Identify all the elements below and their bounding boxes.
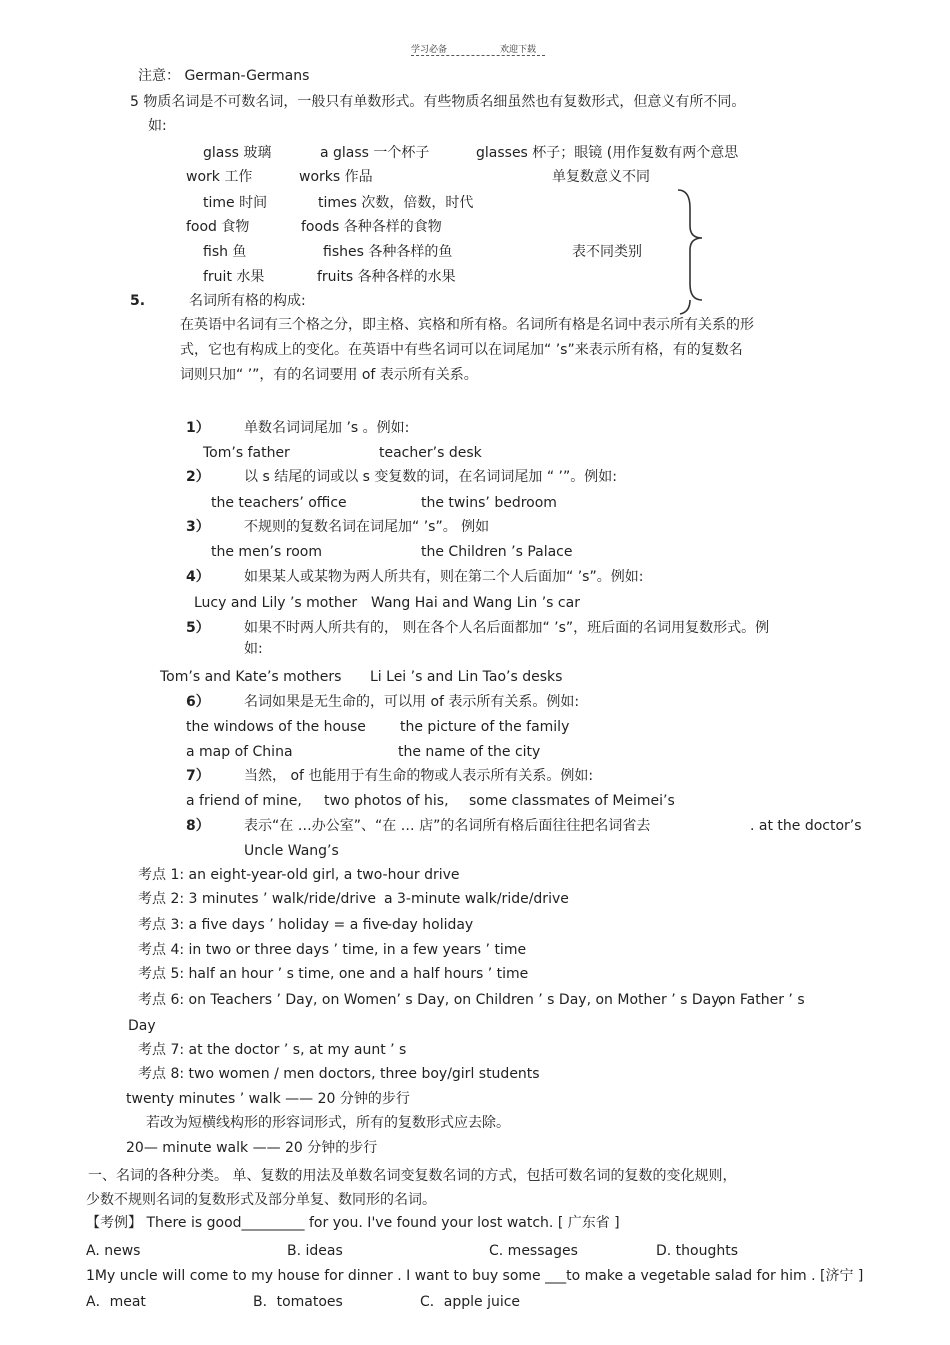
key-point: 考点 1: an eight-year-old girl, a two-hour drive — [138, 867, 460, 883]
rule-example: Li Lei ’s and Lin Tao’s desks — [370, 669, 563, 685]
material-word: time 时间 — [203, 195, 268, 211]
rule-example: teacher’s desk — [379, 445, 482, 461]
key-point-alt: a 3-minute walk/ride/drive — [384, 891, 569, 907]
material-word: fruit 水果 — [203, 269, 265, 285]
example-line: 若改为短横线构形的形容词形式，所有的复数形式应去除。 — [146, 1115, 510, 1131]
section5-title: 5 物质名词是不可数名词，一般只有单数形式。有些物质名细虽然也有复数形式，但意义有所不同。 — [130, 94, 746, 110]
rule-example: the picture of the family — [400, 719, 570, 735]
question-1: 1My uncle will come to my house for dinner . I want to buy some ___to make a vegetable salad for him . [济宁 ] — [86, 1268, 864, 1284]
rule-example: the name of the city — [398, 744, 541, 760]
rule-text: 不规则的复数名词在词尾加“ ’s”。 例如 — [244, 519, 490, 535]
rule-number: 4） — [186, 569, 210, 585]
possessive-para: 式，它也有构成上的变化。在英语中有些名词可以在词尾加“ ’s”来表示所有格，有的复数名 — [180, 342, 743, 358]
rule-example: the men’s room — [211, 544, 322, 560]
rule-example: the Children ’s Palace — [421, 544, 573, 560]
material-word: food 食物 — [186, 219, 250, 235]
header-divider — [411, 55, 545, 56]
key-point-alt: on Father ’ s — [718, 992, 805, 1008]
material-note: 表不同类别 — [572, 244, 642, 260]
rule-number: 6） — [186, 694, 210, 710]
material-word: fruits 各种各样的水果 — [317, 269, 456, 285]
rule-text: 以 s 结尾的词或以 s 变复数的词，在名词词尾加 “ ’”。例如: — [244, 469, 617, 485]
rule-number: 5） — [186, 620, 210, 636]
option-a: A. news — [86, 1243, 141, 1259]
rule-text: 如果某人或某物为两人所共有，则在第二个人后面加“ ’s”。例如: — [244, 569, 644, 585]
rule-example: the twins’ bedroom — [421, 495, 557, 511]
rule-example: the teachers’ office — [211, 495, 347, 511]
rule-example: Tom’s father — [203, 445, 290, 461]
option-c: C．apple juice — [420, 1294, 521, 1310]
rule-example: some classmates of Meimei’s — [469, 793, 675, 809]
key-point-alt: -day holiday — [387, 917, 474, 933]
possessive-number: 5. — [130, 293, 146, 309]
rule-example: two photos of his, — [324, 793, 449, 809]
key-point: 考点 7: at the doctor ’ s, at my aunt ’ s — [138, 1042, 407, 1058]
example-line: twenty minutes ’ walk —— 20 分钟的步行 — [126, 1091, 410, 1107]
material-word: glasses 杯子；眼镜 (用作复数有两个意思 — [476, 145, 739, 161]
material-word: work 工作 — [186, 169, 253, 185]
rule-text: Uncle Wang’s — [244, 843, 339, 859]
rule-text: . at the doctor’s — [750, 818, 862, 834]
material-word: times 次数，倍数，时代 — [318, 195, 474, 211]
key-point: 考点 3: a five days ’ holiday = a five — [138, 917, 389, 933]
option-c: C. messages — [489, 1243, 578, 1259]
section1-title: 少数不规则名词的复数形式及部分单复、数同形的名词。 — [86, 1192, 436, 1208]
rule-example: a friend of mine, — [186, 793, 302, 809]
option-b: B. ideas — [287, 1243, 343, 1259]
material-word: glass 玻璃 — [203, 145, 272, 161]
rule-example: Lucy and Lily ’s mother — [194, 595, 358, 611]
rule-example: the windows of the house — [186, 719, 366, 735]
header-left: 学习必备 — [411, 45, 448, 55]
key-point: 考点 6: on Teachers ’ Day, on Women’ s Day, on Children ’ s Day, on Mother ’ s Day, — [138, 992, 724, 1008]
rule-text: 名词如果是无生命的，可以用 of 表示所有关系。例如: — [244, 694, 580, 710]
rule-example: a map of China — [186, 744, 293, 760]
material-word: fish 鱼 — [203, 244, 247, 260]
brace-icon — [674, 186, 708, 316]
header-right: 欢迎下载 — [500, 45, 537, 55]
possessive-title: 名词所有格的构成: — [189, 293, 306, 309]
example-line: 20— minute walk —— 20 分钟的步行 — [126, 1140, 378, 1156]
key-point: 考点 8: two women / men doctors, three boy/girl students — [138, 1066, 540, 1082]
rule-text: 如: — [244, 641, 263, 657]
option-d: D. thoughts — [656, 1243, 739, 1259]
rule-number: 3） — [186, 519, 210, 535]
material-word: foods 各种各样的食物 — [301, 219, 442, 235]
section1-title: 一、名词的各种分类。 单、复数的用法及单数名词变复数名词的方式，包括可数名词的复数的变化规则， — [88, 1168, 737, 1184]
exam-example: 【考例】 There is good_________ for you. I've found your lost watch. [ 广东省 ] — [86, 1215, 620, 1231]
rule-number: 8） — [186, 818, 210, 834]
note-line: 注意： German-Germans — [138, 68, 310, 84]
key-point-cont: Day — [128, 1018, 156, 1034]
rule-text: 当然， of 也能用于有生命的物或人表示所有关系。例如: — [244, 768, 594, 784]
rule-number: 1） — [186, 420, 210, 436]
material-word: a glass 一个杯子 — [320, 145, 430, 161]
rule-example: Tom’s and Kate’s mothers — [160, 669, 342, 685]
rule-text: 单数名词词尾加 ’s 。例如: — [244, 420, 410, 436]
rule-number: 7） — [186, 768, 210, 784]
option-b: B．tomatoes — [253, 1294, 343, 1310]
rule-example: Wang Hai and Wang Lin ’s car — [371, 595, 580, 611]
key-point: 考点 2: 3 minutes ’ walk/ride/drive — [138, 891, 376, 907]
rule-text: 如果不时两人所共有的， 则在各个人名后面都加“ ’s”，班后面的名词用复数形式。例 — [244, 620, 770, 636]
possessive-para: 词则只加“ ’”，有的名词要用 of 表示所有关系。 — [180, 367, 478, 383]
rule-text: 表示“在 …办公室”、“在 … 店”的名词所有格后面往往把名词省去 — [244, 818, 651, 834]
key-point: 考点 5: half an hour ’ s time, one and a half hours ’ time — [138, 966, 529, 982]
possessive-para: 在英语中名词有三个格之分，即主格、宾格和所有格。名词所有格是名词中表示所有关系的形 — [180, 317, 754, 333]
rule-number: 2） — [186, 469, 210, 485]
material-note: 单复数意义不同 — [552, 169, 650, 185]
material-word: works 作品 — [299, 169, 373, 185]
material-word: fishes 各种各样的鱼 — [323, 244, 453, 260]
key-point: 考点 4: in two or three days ’ time, in a few years ’ time — [138, 942, 527, 958]
section5-eg: 如: — [148, 118, 167, 134]
option-a: A．meat — [86, 1294, 146, 1310]
